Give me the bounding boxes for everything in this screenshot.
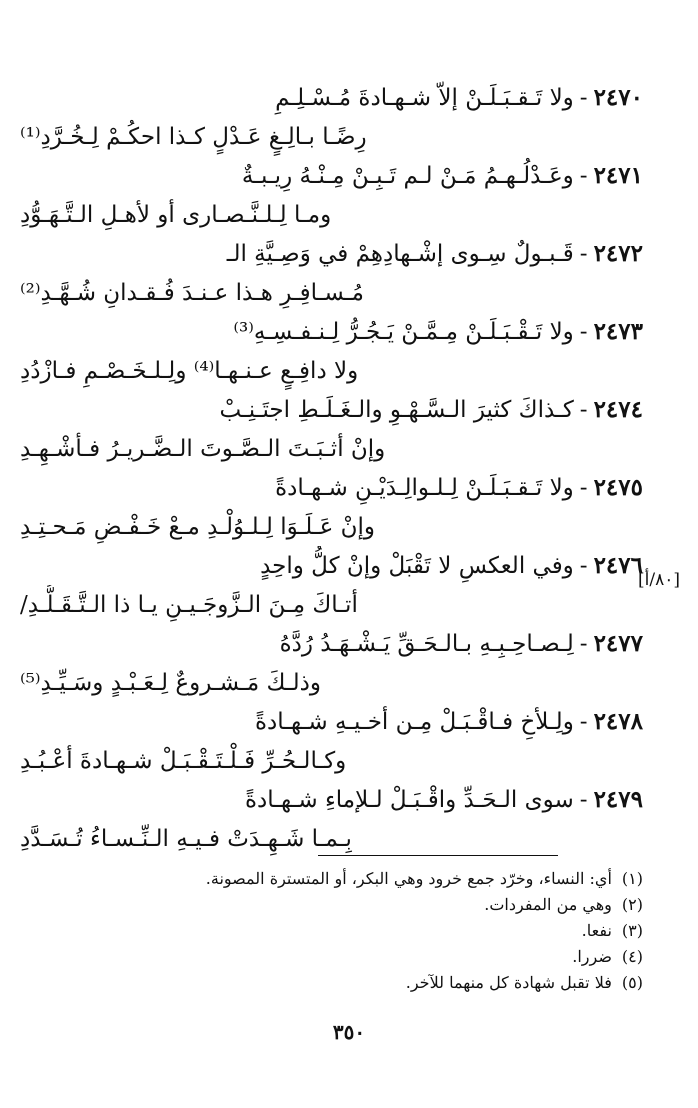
verse-second-hemistich: وذلـكَ مَـشـروعٌ لِـعَـبْـدٍ وسَـيِّـدِ⁽⁵⁾ xyxy=(20,670,321,696)
footnote xyxy=(40,944,643,970)
verse-text-a: سوى الـحَـدِّ واقْـبَـلْ لـلإماءِ شـهـادةً xyxy=(245,787,574,813)
footnote xyxy=(40,866,643,892)
verse-number: ٢٤٧٢ xyxy=(593,240,643,267)
verse-second-hemistich: وإنْ عَـلَـوَا لِـلـوُلْـدِ مـعْ خَـفْـضِ مَـحـتِـدِ xyxy=(20,514,376,540)
footnote-number: (٥) xyxy=(621,973,643,992)
margin-note: [٨٠/أ] xyxy=(638,570,680,590)
verse-dash: - xyxy=(579,553,588,579)
verse-second-hemistich: ولا دافِـعٍ عـنـهـا⁽⁴⁾ ولِـلـخَـصْـمِ فـازْدُدِ xyxy=(20,358,359,384)
verse-number: ٢٤٧٣ xyxy=(593,318,643,345)
verse-number: ٢٤٧٧ xyxy=(593,630,643,657)
verse-second-hemistich: بِـمـا شَـهِـدَتْ فـيـهِ الـنِّـسـاءُ تُـسَـدَّدِ xyxy=(20,826,352,852)
verse-second-hemistich: وكـالـحُـرِّ فَـلْـتَـقْـبَـلْ شـهـادةَ أعْـبُـدِ xyxy=(20,748,347,774)
verse-dash: - xyxy=(579,787,588,813)
verse-text-a: ولا تَـقـبَـلَـنْ إلاّ شـهـادةَ مُـسْـلِـمِ xyxy=(275,85,574,111)
verse-first-hemistich xyxy=(20,312,643,352)
verse-text-a: ولا تَـقْـبَـلَـنْ مِـمَّـنْ يَـجُـرُّ لِـنـفـسِـهِ⁽³⁾ xyxy=(233,319,574,345)
verse-text-a: كـذاكَ كثيرَ الـسَّـهْـوِ والـغَـلَـطِ اجتَـنِـبْ xyxy=(219,397,574,423)
verse-number: ٢٤٧٥ xyxy=(593,474,643,501)
verse-number: ٢٤٧٩ xyxy=(593,786,643,813)
footnote xyxy=(40,918,643,944)
verse-dash: - xyxy=(579,397,588,423)
verse-second-hemistich: رِضًـا بـالِـغٍ عَـدْلٍ كـذا احكُـمْ لِـخُـرَّدِ⁽¹⁾ xyxy=(20,124,367,150)
verse-first-hemistich xyxy=(20,780,643,820)
page-number: ٣٥٠ xyxy=(332,1020,366,1044)
verse-dash: - xyxy=(579,85,588,111)
verse-text-a: لِـصـاحِـبِـهِ بـالـحَـقِّ يَـشْـهَـدُ رُدَّهُ xyxy=(279,631,574,657)
verse-number: ٢٤٧٠ xyxy=(593,84,643,111)
verse-number: ٢٤٧٦ xyxy=(593,552,643,579)
verse-number: ٢٤٧٤ xyxy=(593,396,643,423)
verse-dash: - xyxy=(579,475,588,501)
footnote-text: فلا تقبل شهادة كل منهما للآخر. xyxy=(405,973,612,992)
footnote-text: نفعا. xyxy=(581,921,612,940)
verse-text-a: ولا تَـقـبَـلَـنْ لِـلـوالِـدَيْـنِ شـهـادةً xyxy=(275,475,574,501)
verse-number: ٢٤٧١ xyxy=(593,162,643,189)
footnote-number: (٢) xyxy=(621,895,643,914)
verse-dash: - xyxy=(579,241,588,267)
verse-first-hemistich xyxy=(20,234,643,274)
footnote-text: وهي من المفردات. xyxy=(484,895,612,914)
verse-dash: - xyxy=(579,319,588,345)
footnote-text: أي: النساء، وخرّد جمع خرود وهي البكر، أو المتسترة المصونة. xyxy=(205,869,612,888)
verse-number: ٢٤٧٨ xyxy=(593,708,643,735)
footnote xyxy=(40,892,643,918)
verse-dash: - xyxy=(579,709,588,735)
verse-second-hemistich: مُـسـافِـرِ هـذا عـنـدَ فُـقـدانِ شُـهَّـدِ⁽²⁾ xyxy=(20,280,364,306)
verse-text-a: وفي العكسِ لا تَقْبَلْ وإنْ كلُّ واحِدٍ xyxy=(260,553,574,579)
footnote-text: ضررا. xyxy=(572,947,612,966)
verse-second-hemistich: أتـاكَ مِـنَ الـزَّوجَـيـنِ يـا ذا الـتَّـقَـلُّـدِ/ xyxy=(20,592,358,618)
footnote xyxy=(40,970,643,996)
verse-dash: - xyxy=(579,163,588,189)
footnote-number: (١) xyxy=(621,869,643,888)
verse-first-hemistich xyxy=(20,78,643,118)
verse-first-hemistich xyxy=(20,390,643,430)
footnote-number: (٣) xyxy=(621,921,643,940)
verse-text-a: ولِـلأخِ فـاقْـبَـلْ مِـن أخـيـهِ شـهـادةً xyxy=(254,709,574,735)
verse-first-hemistich xyxy=(20,702,643,742)
verse-first-hemistich xyxy=(20,468,643,508)
footnote-divider xyxy=(318,855,558,856)
verse-first-hemistich xyxy=(20,624,643,664)
verse-second-hemistich: ومـا لِـلـنَّـصـارى أو لأهـلِ الـتَّـهَـوُّدِ xyxy=(20,202,332,228)
verse-second-hemistich: وإنْ أثـبَـتَ الـصَّـوتَ الـضَّـريـرُ فـأشْـهِـدِ xyxy=(20,436,386,462)
verse-text-a: وعَـدْلُـهـمُ مَـنْ لـم تَـبِـنْ مِـنْـهُ رِيـبـةٌ xyxy=(241,163,574,189)
verse-dash: - xyxy=(579,631,588,657)
verse-text-a: قَـبـولٌ سِـوى إشْـهادِهِمْ في وَصِـيَّةِ الـ xyxy=(226,241,574,267)
footnote-number: (٤) xyxy=(621,947,643,966)
verse-first-hemistich xyxy=(20,546,643,586)
verse-first-hemistich xyxy=(20,156,643,196)
